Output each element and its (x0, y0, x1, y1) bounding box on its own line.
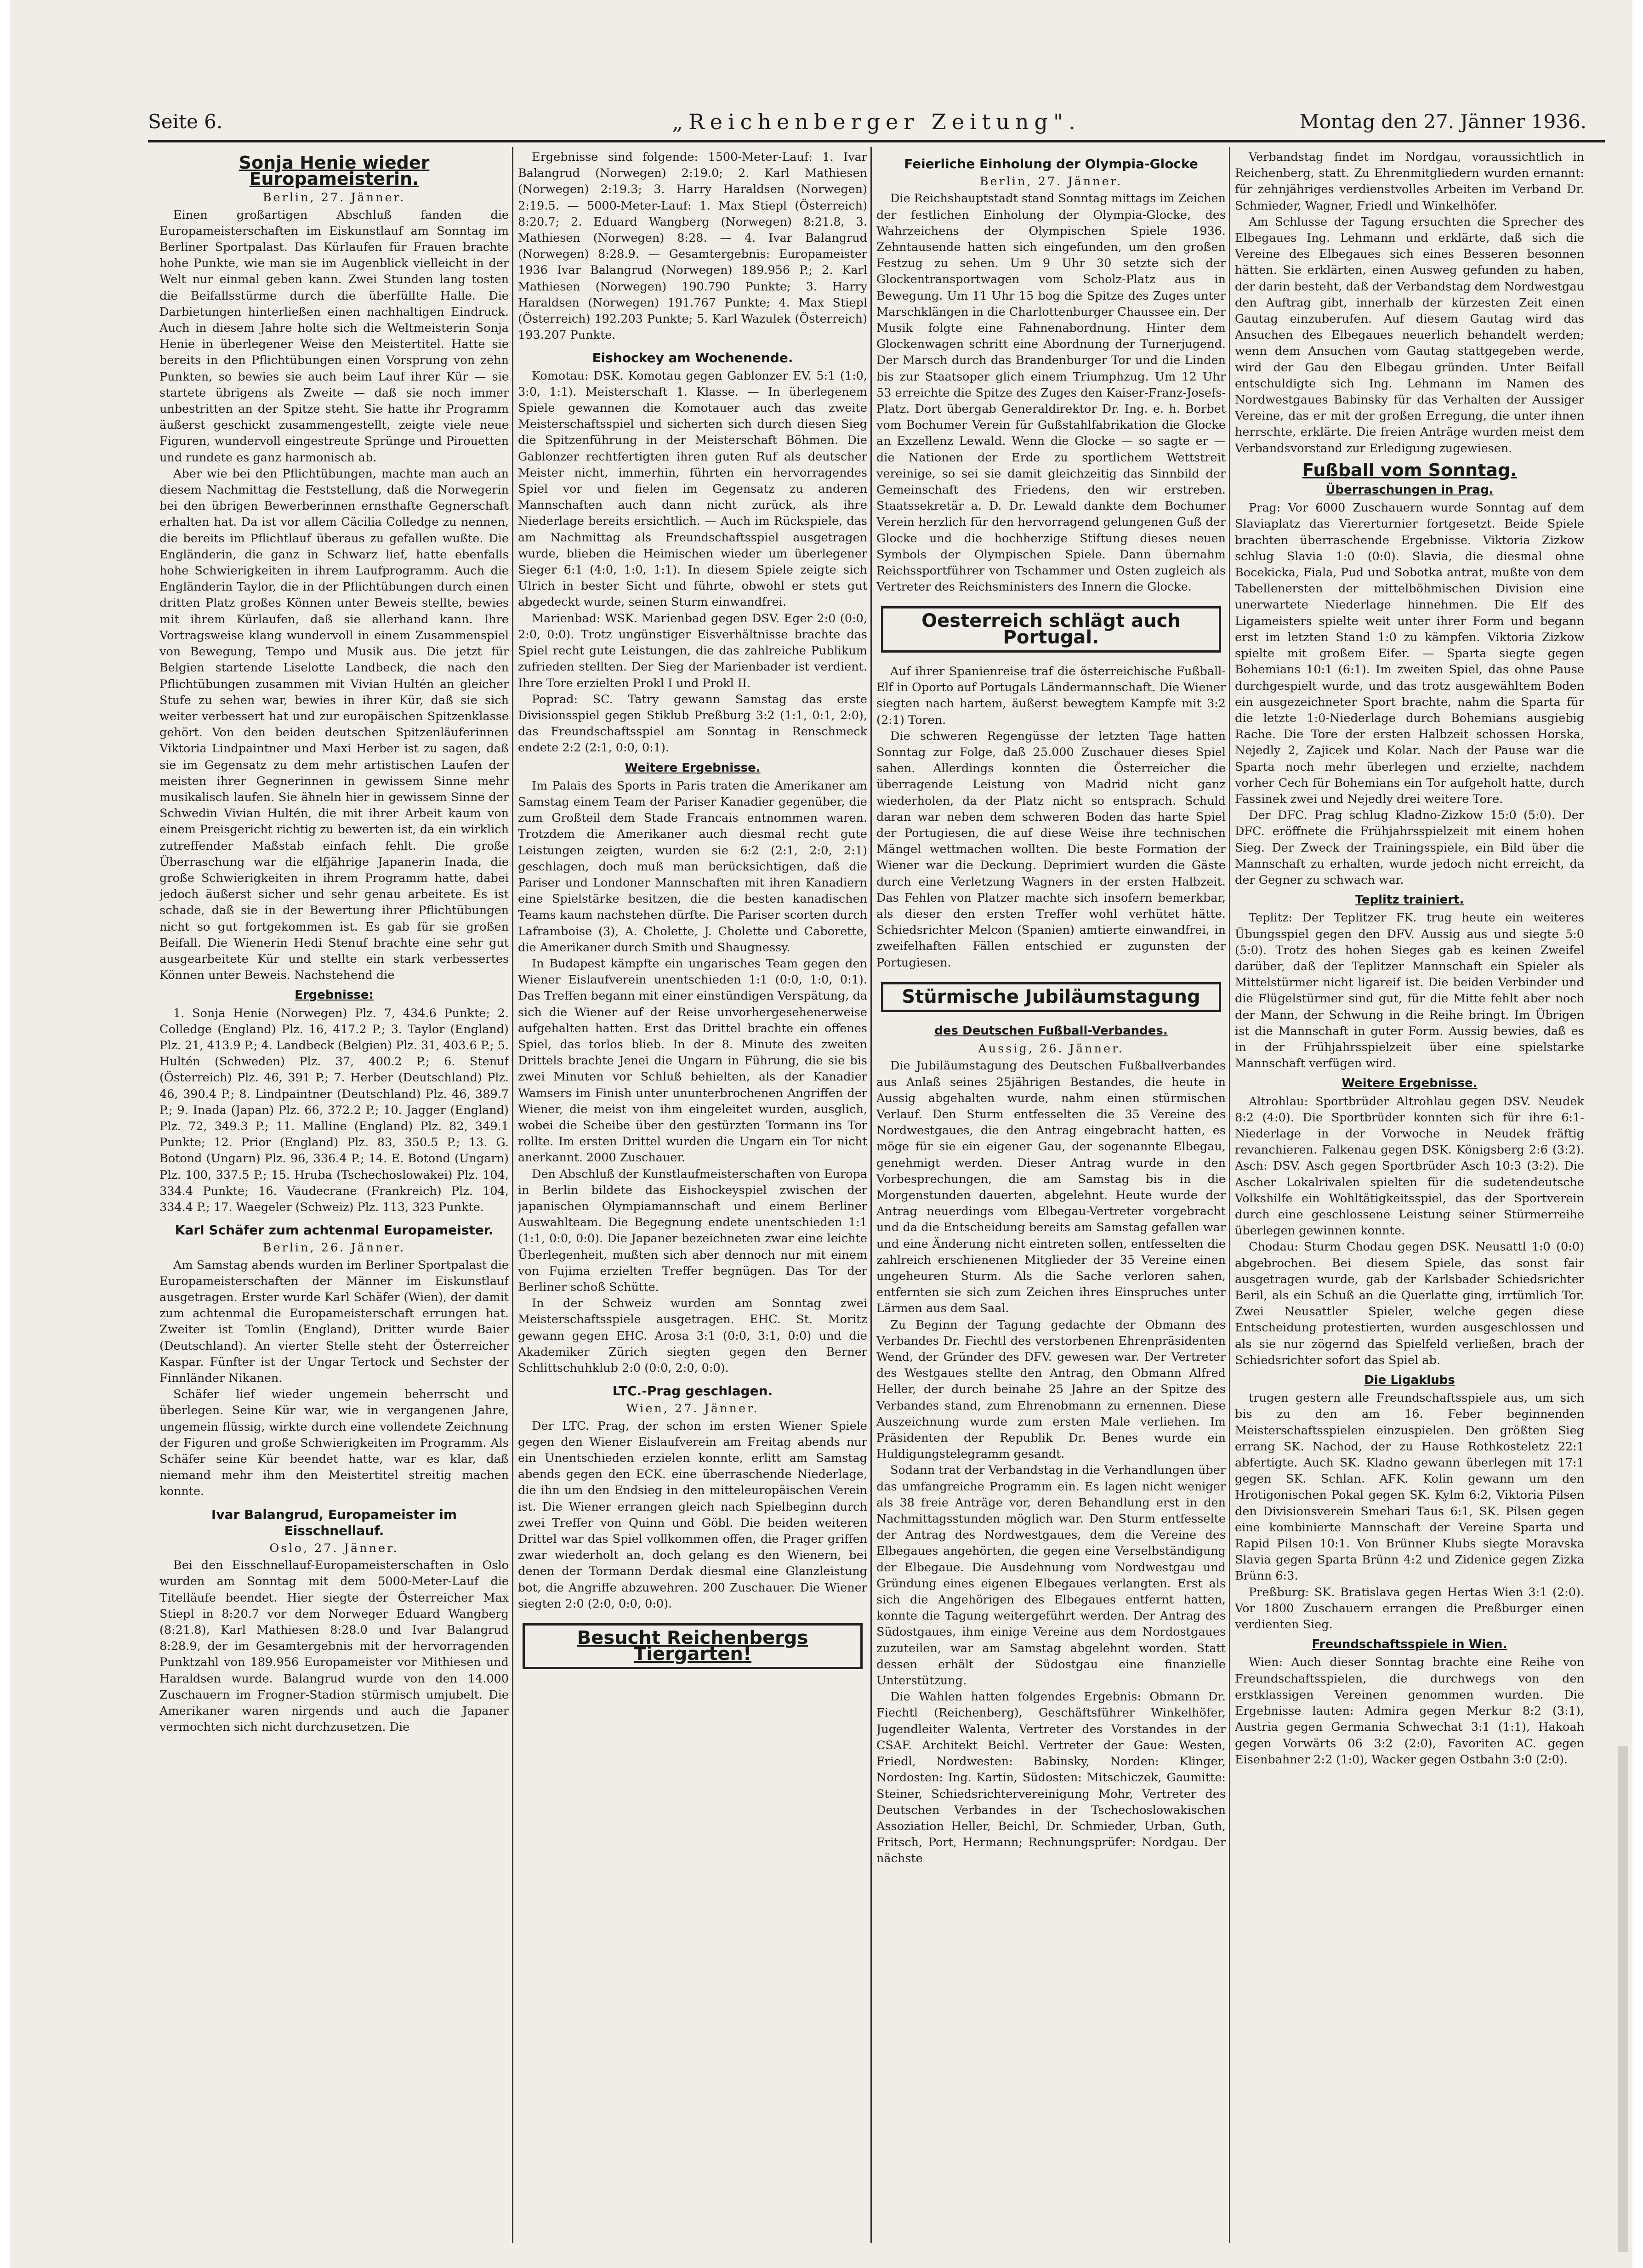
article-headline: Karl Schäfer zum achtenmal Europameister. (175, 1222, 494, 1238)
article-paragraph: Einen großartigen Abschluß fanden die Europameisterschaften im Eiskunstlauf am Sonntag im Berliner Sportpalast. Das Kürlaufen für Frauen brachte hohe Punkte, wie man sie im Augenblick vielleicht in der Welt nur einmal geben kann. Zwei Stunden lang tosten die Beifallsstürme durch die überfüllte Halle. Die Darbietungen hinterließen einen nachhaltigen Eindruck. Auch in diesem Jahre holte sich die Weltmeisterin Sonja Henie in überlegener Weise den Meistertitel. Hatte sie bereits in den Pflichtübungen einen Vorsprung von zehn Punkten, so bewies sie auch beim Lauf ihrer Kür — sie startete übrigens als Zweite — daß sie noch immer unbestritten an der Spitze steht. Sie hatte ihr Programm äußerst geschickt zusammengestellt, zeigte viele neue Figuren, wundervoll eingestreute Sprünge und Pirouetten und rundete es ganz harmonisch ab. (159, 208, 509, 465)
article-paragraph: Verbandstag findet im Nordgau, voraussichtlich in Reichenberg, statt. Zu Ehrenmitgliedern wurden ernannt: für zehnjähriges verdienstvolles Arbeiten im Verband Dr. Schmieder, Wagner, Friedl und Winkelhöfer. (1235, 150, 1584, 213)
article-headline: Fußball vom Sonntag. (1302, 460, 1517, 480)
article-paragraph: In der Schweiz wurden am Sonntag zwei Meisterschaftsspiele ausgetragen. EHC. St. Moritz gewann gegen EHC. Arosa 3:1 (0:0, 3:1, 0:0) und die Akademiker Zürich siegten gegen den Berner Schlittschuhklub 2:0 (0:0, 2:0, 0:0). (518, 1296, 867, 1376)
article-headline: Eishockey am Wochenende. (592, 350, 793, 366)
column-3 (876, 149, 1226, 2236)
dateline: Aussig, 26. Jänner. (978, 1042, 1124, 1056)
issue-date: Montag den 27. Jänner 1936. (1299, 110, 1586, 133)
page-header (148, 101, 1605, 138)
article-headline: Feierliche Einholung der Olympia-Glocke (904, 156, 1198, 171)
article-paragraph: Aber wie bei den Pflichtübungen, machte man auch an diesem Nachmittag die Feststellung, daß die Norwegerin bei den übrigen Bewerberinnen ernsthafte Gegnerschaft erhalten hat. Da ist vor allem Cäcilia Colledge zu nennen, die bereits im Pflichtlauf überaus zu gefallen wußte. Die Engländerin, die ganz in Schwarz lief, hatte ebenfalls hohe Schwierigkeiten in ihrem Laufprogramm. Auch die Engländerin Taylor, die in der Pflichtübungen durch einen dritten Platz großes Können unter Beweis stellte, bewies mit ihrem Kürlaufen, daß sie allerhand kann. Ihre Vortragsweise klang wundervoll in einem Zusammenspiel von Bewegung, Tempo und Musik aus. Die jetzt für Belgien startende Liselotte Landbeck, die nach den Pflichtübungen zusammen mit Vivian Hultén an gleicher Stufe zu sehen war, bewies in ihrer Kür, daß sie sich weiter verbessert hat und zur europäischen Spitzenklasse gehört. Von den beiden deutschen Spitzenläuferinnen Viktoria Lindpaintner und Maxi Herber ist zu sagen, daß sie im Gegensatz zu dem mehr artistischen Laufen der meisten ihrer Gegnerinnen in gewissem Sinne mehr musikalisch laufen. Sie ähneln hier in gewissem Sinne der Schwedin Vivian Hultén, die mit ihrer Arbeit kaum von einem Preisgericht richtig zu bewerten ist, da ein wirklich zutreffender Maßstab einfach fehlt. Die große Überraschung war die elfjährige Japanerin Inada, die große Schwierigkeiten in ihrem Programm hatte, dabei jedoch äußerst sicher und sehr genau arbeitete. Es ist schade, daß sie in der Bewertung ihrer Pflichtübungen nicht so gut fortgekommen ist. Es gab für sie großen Beifall. Die Wienerin Hedi Stenuf brachte eine sehr gut ausgearbeitete Kür und stellte ein stark verbessertes Können unter Beweis. Nachstehend die (159, 466, 509, 983)
article-paragraph: Die Reichshauptstadt stand Sonntag mittags im Zeichen der festlichen Einholung der Olympia-Glocke, des Wahrzeichens der Olympischen Spiele 1936. Zehntausende hatten sich eingefunden, um den großen Festzug zu sehen. Um 9 Uhr 30 setzte sich der Glockentransportwagen vom Scholz-Platz aus in Bewegung. Um 11 Uhr 15 bog die Spitze des Zuges unter Marschklängen in die Charlottenburger Chaussee ein. Der Musik folgte eine Fahnenabordnung. Hinter dem Glockenwagen schritt eine Abordnung der Turnerjugend. Der Marsch durch das Brandenburger Tor und die Linden bis zur Staatsoper glich einem Triumphzug. Um 12 Uhr 53 erreichte die Spitze des Zuges den Kaiser-Franz-Josefs-Platz. Dort übergab Generaldirektor Dr. Ing. e. h. Borbet vom Bochumer Verein für Gußstahlfabrikation die Glocke an Exzellenz Lewald. Wenn die Glocke — so sagte er — die Nationen der Erde zu sportlichem Wettstreit vereinige, so sei sie damit gleichzeitig das Sinnbild der Gemeinschaft des Friedens, den wir erstreben. Staatssekretär a. D. Dr. Lewald dankte dem Bochumer Verein herzlich für den hervorragend gelungenen Guß der Glocke und die hochherzige Stiftung dieses neuen Symbols der Olympischen Spiele. Dann übernahm Reichssportführer von Tschammer und Osten zugleich als Vertreter des Reichsministers des Innern die Glocke. (876, 192, 1226, 594)
dateline: Berlin, 27. Jänner. (979, 175, 1123, 189)
article-paragraph: Poprad: SC. Tatry gewann Samstag das erste Divisionsspiel gegen Stiklub Preßburg 3:2 (1:1, 0:1, 2:0), das Freundschaftsspiel am Sonntag in Renschmeck endete 2:2 (2:1, 0:0, 0:1). (518, 692, 867, 755)
article-headline: Sonja Henie wieder Europameisterin. (239, 153, 430, 189)
page-number: Seite 6. (148, 110, 223, 133)
dateline: Berlin, 26. Jänner. (262, 1241, 406, 1255)
column-divider (870, 147, 872, 2243)
article-paragraph: Der DFC. Prag schlug Kladno-Zizkow 15:0 (5:0). Der DFC. eröffnete die Frühjahrsspielzeit mit einem hohen Sieg. Der Zweck der Trainingsspiele, ein Bild über die Mannschaft zu erhalten, wurde jedoch nicht erreicht, da der Gegner zu schwach war. (1235, 808, 1584, 887)
article-paragraph: Altrohlau: Sportbrüder Altrohlau gegen DSV. Neudek 8:2 (4:0). Die Sportbrüder konnten sich für ihre 6:1-Niederlage in der Vorwoche in Neudek fräftig revanchieren. Falkenau gegen DSK. Königsberg 2:6 (3:2). Asch: DSV. Asch gegen Sportbrüder Asch 10:3 (3:2). Die Ascher Lokalrivalen spielten für die sudetendeutsche Volkshilfe ein Wohltätigkeitsspiel, das der Sportverein durch eine geschlossene Leistung seiner Stürmerreihe überlegen gewinnen konnte. (1235, 1094, 1584, 1238)
column-divider (1229, 147, 1230, 2243)
dateline: Wien, 27. Jänner. (626, 1402, 759, 1416)
article-paragraph: Chodau: Sturm Chodau gegen DSK. Neusattl 1:0 (0:0) abgebrochen. Bei diesem Spiele, das sonst fair ausgetragen wurde, gab der Karlsbader Schiedsrichter Beril, als ein Schuß an die Querlatte ging, irrtümlich Tor. Zwei Neusattler Spieler, welche gegen diese Entscheidung protestierten, wurden ausgeschlossen und als sie nur zögernd das Spielfeld verließen, brach der Schiedsrichter sofort das Spiel ab. (1235, 1240, 1584, 1367)
article-headline: Ivar Balangrud, Europameister im Eisschnellauf. (211, 1506, 457, 1538)
article-paragraph: In Budapest kämpfte ein ungarisches Team gegen den Wiener Eislaufverein unentschieden 1:1 (0:0, 1:0, 0:1). Das Treffen begann mit einer einstündigen Verspätung, da sich die Wiener auf der Reise unvorhergesehenerweise aufgehalten hatten. Erst das Drittel brachte ein offenes Spiel, das torlos blieb. In der 8. Minute des zweiten Drittels brachte Jenei die Ungarn in Führung, die sie bis zwei Minuten vor Schluß behielten, als der Kanadier Wamsers im Finish unter ununterbrochenen Angriffen der Wiener, die meist von ihm eingeleitet wurden, ausglich, wobei die Scheibe über den gestürzten Tormann ins Tor rollte. Im ersten Drittel wurden die Ungarn ein Tor nicht anerkannt. 2000 Zuschauer. (518, 956, 867, 1165)
article-paragraph: trugen gestern alle Freundschaftsspiele aus, um sich bis zu den am 16. Feber beginnenden Meisterschaftsspielen einzuspielen. Den größten Sieg errang SK. Nachod, der zu Hause Rothkosteletz 22:1 abfertigte. Auch SK. Kladno gewann überlegen mit 17:1 gegen SK. Schlan. AFK. Kolin gewann um den Hrotigonischen Pokal gegen SK. Kylm 6:2, Viktoria Pilsen den Divisionsverein Smehari Taus 6:1, SK. Pilsen gegen eine kombinierte Mannschaft der Vereine Sparta und Rapid Pilsen 10:1. Von Brünner Klubs siegte Moravska Slavia gegen Sparta Brünn 4:2 und Zidenice gegen Zizka Brünn 6:3. (1235, 1391, 1584, 1583)
article-paragraph: Marienbad: WSK. Marienbad gegen DSV. Eger 2:0 (0:0, 2:0, 0:0). Trotz ungünstiger Eisverhältnisse brachte das Spiel recht gute Leistungen, die das zahlreiche Publikum zufrieden stellten. Der Sieg der Marienbader ist verdient. Ihre Tore erzielten Prokl I und Prokl II. (518, 611, 867, 690)
section-heading: Freundschaftsspiele in Wien. (1312, 1637, 1507, 1652)
newspaper-page (10, 0, 1632, 2268)
article-paragraph: Die Wahlen hatten folgendes Ergebnis: Obmann Dr. Fiechtl (Reichenberg), Geschäftsführer Winkelhöfer, Jugendleiter Walenta, Vertreter des Vorstandes in der CSAF. Architekt Beichl. Vertreter der Gaue: Westen, Friedl, Nordwesten: Babinsky, Norden: Klinger, Nordosten: Ing. Kartin, Südosten: Mitschiczek, Gaumitte: Steiner, Schiedsrichtervereinigung Mohr, Vertreter des Deutschen Verbandes in der Tschechoslowakischen Assoziation Heller, Beichl, Dr. Schmieder, Urban, Guth, Fritsch, Port, Hermann; Rechnungsprüfer: Nordgau. Der nächste (876, 1690, 1226, 1866)
article-paragraph: Schäfer lief wieder ungemein beherrscht und überlegen. Seine Kür war, wie in vergangenen Jahre, ungemein flüssig, wirkte durch eine vollendete Zeichnung der Figuren und große Schwierigkeiten im Programm. Als Schäfer seine Kür beendet hatte, war es klar, daß niemand mehr ihm den Meistertitel streitig machen konnte. (159, 1387, 509, 1499)
article-paragraph: Den Abschluß der Kunstlaufmeisterschaften von Europa in Berlin bildete das Eishockeyspiel zwischen der japanischen Olympiamannschaft und einem Berliner Auswahlteam. Die Begegnung endete unentschieden 1:1 (1:1, 0:0, 0:0). Die Japaner bezeichneten zwar eine leichte Überlegenheit, mußten sich aber dennoch nur mit einem von Fujima erzielten Treffer begnügen. Das Tor der Berliner schoß Schütte. (518, 1167, 867, 1295)
boxed-headline: Oesterreich schlägt auch Portugal. (881, 606, 1221, 652)
section-heading: Weitere Ergebnisse. (625, 761, 761, 775)
column-1 (159, 149, 509, 2236)
article-paragraph: Sodann trat der Verbandstag in die Verhandlungen über das umfangreiche Programm ein. Es lagen nicht weniger als 38 freie Anträge vor, deren Behandlung erst in den Nachmittagsstunden möglich war. Den Sturm entfesselte der Antrag des Nordwestgaues, dem die Vereine des Elbegaues angehörten, die gegen eine Verselbständigung der Elbegaue. Die Ausdehnung vom Nordwestgau und Gründung eines eigenen Elbegaues verlangten. Erst als sich die Angehörigen des Elbegaues entfernt hatten, konnte die Tagung weitergeführt werden. Der Antrag des Südostgaues, ihm einige Vereine aus dem Nordostgaues zuzuteilen, war am Samstag abgelehnt worden. Statt dessen erhält der Südostgau eine finanzielle Unterstützung. (876, 1463, 1226, 1688)
article-paragraph: Auf ihrer Spanienreise traf die österreichische Fußball-Elf in Oporto auf Portugals Ländermannschaft. Die Wiener siegten nach hartem, äußerst bewegtem Kampfe mit 3:2 (2:1) Toren. (876, 664, 1226, 727)
dateline: Berlin, 27. Jänner. (262, 191, 406, 205)
section-heading: des Deutschen Fußball-Verbandes. (934, 1023, 1168, 1038)
results-paragraph: 1. Sonja Henie (Norwegen) Plz. 7, 434.6 Punkte; 2. Colledge (England) Plz. 16, 417.2 P.; 3. Taylor (England) Plz. 21, 413.9 P.; 4. Landbeck (Belgien) Plz. 31, 403.6 P.; 5. Hultén (Schweden) Plz. 37, 400.2 P.; 6. Stenuf (Österreich) Plz. 46, 391 P.; 7. Herber (Deutschland) Plz. 46, 390.4 P.; 8. Lindpaintner (Deutschland) Plz. 46, 389.7 P.; 9. Inada (Japan) Plz. 66, 372.2 P.; 10. Jagger (England) Plz. 72, 349.3 P.; 11. Malline (England) Plz. 82, 349.1 Punkte; 12. Prior (England) Plz. 83, 350.5 P.; 13. G. Botond (Ungarn) Plz. 96, 336.4 P.; 14. E. Botond (Ungarn) Plz. 100, 337.5 P.; 15. Hruba (Tschechoslowakei) Plz. 104, 334.4 Punkte; 16. Vaudecrane (Frankreich) Plz. 104, 334.4 P.; 17. Waegeler (Schweiz) Plz. 113, 323 Punkte. (159, 1006, 509, 1214)
header-rule (148, 140, 1605, 142)
section-heading: Ergebnisse: (295, 988, 374, 1002)
article-paragraph: Teplitz: Der Teplitzer FK. trug heute ein weiteres Übungsspiel gegen den DFV. Aussig aus und siegte 5:0 (5:0). Trotz des hohen Sieges gab es keinen Zweifel darüber, daß der Teplitzer Mannschaft ein Spieler als Mittelstürmer nicht ligareif ist. Die beiden Verbinder und die Flügelstürmer sind gut, für die Mitte fehlt aber noch der Mann, der Schwung in die Reihe bringt. Im Übrigen ist die Mannschaft in guter Form. Aussig bewies, daß es in der Frühjahrsspielzeit über eine spielstarke Mannschaft verfügen wird. (1235, 911, 1584, 1071)
adjacent-page-edge (1618, 1746, 1628, 2252)
advertisement-box: Besucht Reichenbergs Tiergarten! (523, 1623, 863, 1669)
column-2 (518, 149, 867, 2236)
section-heading: Überraschungen in Prag. (1325, 483, 1494, 497)
article-paragraph: Am Samstag abends wurden im Berliner Sportpalast die Europameisterschaften der Männer im Eiskunstlauf ausgetragen. Erster wurde Karl Schäfer (Wien), der damit zum achtenmal die Europameisterschaft errungen hat. Zweiter ist Tomlin (England), Dritter wurde Baier (Deutschland). An vierter Stelle steht der Österreicher Kaspar. Fünfter ist der Ungar Tertock und Sechster der Finnländer Nikanen. (159, 1258, 509, 1386)
column-4 (1235, 149, 1584, 2236)
article-paragraph: Im Palais des Sports in Paris traten die Amerikaner am Samstag einem Team der Pariser Kanadier gegenüber, die zum Großteil dem Stade Francais entnommen waren. Trotzdem die Amerikaner auch diesmal recht gute Leistungen zeigten, wurden sie 6:2 (2:1, 2:0, 2:1) geschlagen, doch muß man berücksichtigen, daß die Pariser und Londoner Mannschaften mit ihren Kanadiern eine Spielstärke besitzen, die die besten kanadischen Teams kaum nachstehen dürfte. Die Pariser scorten durch Laframboise (3), A. Cholette, J. Cholette und Caborette, die Amerikaner durch Smith und Shaugnessy. (518, 779, 867, 955)
section-heading: Die Ligaklubs (1364, 1373, 1455, 1387)
article-paragraph: Bei den Eisschnellauf-Europameisterschaften in Oslo wurden am Sonntag mit dem 5000-Meter-Lauf die Titelläufe beendet. Hier siegte der Österreicher Max Stiepl in 8:20.7 vor dem Norweger Eduard Wangberg (8:21.8), Karl Mathiesen 8:28.0 und Ivar Balangrud 8:28.9, der im Gesamtergebnis mit der hervorragenden Punktzahl von 189.956 Europameister vor Mithiesen und Haraldsen wurde. Balangrud wurde von den 14.000 Zuschauern im Frogner-Stadion stürmisch umjubelt. Die Amerikaner waren nirgends und auch die Japaner vermochten sich nicht durchzusetzen. Die (159, 1558, 509, 1734)
section-heading: Teplitz trainiert. (1355, 893, 1464, 907)
column-divider (512, 147, 513, 2243)
dateline: Oslo, 27. Jänner. (269, 1541, 399, 1556)
article-paragraph: Zu Beginn der Tagung gedachte der Obmann des Verbandes Dr. Fiechtl des verstorbenen Ehrenpräsidenten Wend, der Gründer des DFV. gewesen war. Der Vertreter des Westgaues stellte den Antrag, den Obmann Alfred Heller, der durch beinahe 25 Jahre an der Spitze des Verbandes stand, zum Ehrenobmann zu ernennen. Diese Auszeichnung wurde zum ersten Male verliehen. Im Präsidenten der Republik Dr. Benes wurde ein Huldigungstelegramm gesandt. (876, 1318, 1226, 1461)
section-heading: Weitere Ergebnisse. (1342, 1076, 1478, 1091)
article-paragraph: Komotau: DSK. Komotau gegen Gablonzer EV. 5:1 (1:0, 3:0, 1:1). Meisterschaft 1. Klasse. — In überlegenem Spiele gewannen die Komotauer auch das zweite Meisterschaftsspiel und sicherten sich durch diesen Sieg die Spitzenführung in der Meisterschaft Böhmen. Die Gablonzer rechtfertigten ihren guten Ruf als deutscher Meister nicht, immerhin, führten ein hervorragendes Spiel vor und fielen im Gegensatz zu anderen Mannschaften auch dann nicht zurück, als ihre Niederlage bereits ersichtlich. — Auch im Rückspiele, das am Nachmittag als Freundschaftsspiel ausgetragen wurde, blieben die Heimischen wieder um überlegener Sieger 6:1 (4:0, 1:0, 1:1). In diesem Spiele zeigte sich Ulrich in bester Sicht und führte, obwohl er stets gut abgedeckt wurde, seinen Sturm einwandfrei. (518, 369, 867, 609)
article-paragraph: Prag: Vor 6000 Zuschauern wurde Sonntag auf dem Slaviaplatz das Viererturnier fortgesetzt. Beide Spiele brachten überraschende Ergebnisse. Viktoria Zizkow schlug Slavia 1:0 (0:0). Slavia, die diesmal ohne Bocekicka, Fiala, Pud und Sobotka antrat, mußte von dem Tabellenersten der mittelböhmischen Division eine unerwartete Niederlage hinnehmen. Die Elf des Ligameisters spielte weit unter ihrer Form und begann erst im letzten Stand 1:0 zu kämpfen. Viktoria Zizkow spielte mit großem Eifer. — Sparta siegte gegen Bohemians 10:1 (6:1). Im zweiten Spiel, das ohne Pause durchgespielt wurde, und das trotz ausgewähltem Boden ein ausgezeichneter Sport brachte, nahm die Sparta für die letzte 1:0-Niederlage durch Bohemians ausgiebig Rache. Die Tore der ersten Halbzeit schossen Horska, Nejedly 2, Zajicek und Kolar. Nach der Pause war die Sparta noch mehr überlegen und erzielte, nachdem vorher Cech für Bohemians ein Tor aufgeholt hatte, durch Fassinek zwei und Nejedly drei weitere Tore. (1235, 501, 1584, 806)
article-headline: LTC.-Prag geschlagen. (612, 1383, 773, 1399)
article-paragraph: Am Schlusse der Tagung ersuchten die Sprecher des Elbegaues Ing. Lehmann und erklärte, daß sich die Vereine des Elbegaues sich eines Besseren besonnen hätten. Sie erklärten, einen Ausweg gefunden zu haben, der darin besteht, daß der Verbandstag dem Nordwestgau den Auftrag gibt, innerhalb der kürzesten Zeit einen Gautag einzuberufen. Auf diesem Gautag wird das Ansuchen des Elbegaues neuerlich behandelt werden; wenn dem Ansuchen vom Gautag stattgegeben werde, wird der Gau den Elbegau gründen. Unter Beifall entschuldigte sich Ing. Lehmann im Namen des Nordwestgaues Babinsky für das Verhalten der Aussiger Vereine, das er mit der großen Erregung, die unter ihnen herrschte, erklärte. Die freien Anträge wurden meist dem Verbandsvorstand zur Erledigung zugewiesen. (1235, 215, 1584, 455)
article-paragraph: Wien: Auch dieser Sonntag brachte eine Reihe von Freundschaftsspielen, die durchwegs von den erstklassigen Vereinen genommen wurden. Die Ergebnisse lauten: Admira gegen Merkur 8:2 (3:1), Austria gegen Germania Schwechat 3:1 (1:1), Hakoah gegen Vorwärts 06 3:2 (2:0), Favoriten AC. gegen Eisenbahner 2:2 (1:0), Wacker gegen Ostbahn 3:0 (2:0). (1235, 1655, 1584, 1767)
article-paragraph: Preßburg: SK. Bratislava gegen Hertas Wien 3:1 (2:0). Vor 1800 Zuschauern errangen die Preßburger einen verdienten Sieg. (1235, 1585, 1584, 1632)
results-paragraph: Ergebnisse sind folgende: 1500-Meter-Lauf: 1. Ivar Balangrud (Norwegen) 2:19.0; 2. Karl Mathiesen (Norwegen) 2:19.3; 3. Harry Haraldsen (Norwegen) 2:19.5. — 5000-Meter-Lauf: 1. Max Stiepl (Österreich) 8:20.7; 2. Eduard Wangberg (Norwegen) 8:21.8, 3. Mathiesen (Norwegen) 8:28. — 4. Ivar Balangrud (Norwegen) 8:28.9. — Gesamtergebnis: Europameister 1936 Ivar Balangrud (Norwegen) 189.956 P.; 2. Karl Mathiesen (Norwegen) 190.790 Punkte; 3. Harry Haraldsen (Norwegen) 191.767 Punkte; 4. Max Stiepl (Österreich) 192.203 Punkte; 5. Karl Wazulek (Österreich) 193.207 Punkte. (518, 150, 867, 342)
article-paragraph: Die schweren Regengüsse der letzten Tage hatten Sonntag zur Folge, daß 25.000 Zuschauer dieses Spiel sahen. Allerdings konnten die Österreicher die überragende Leistung von Madrid nicht ganz wiederholen, da der Platz nicht so entsprach. Schuld daran war neben dem schweren Boden das harte Spiel der Portugiesen, die auf diese Weise ihre technischen Mängel wettmachen wollten. Die beste Formation der Wiener war die Deckung. Deprimiert wurden die Gäste durch eine Verletzung Wagners in der ersten Halbzeit. Das Fehlen von Platzer machte sich insofern bemerkbar, als dieser den ersten Treffer wohl verhütet hätte. Schiedsrichter Melcon (Spanien) amtierte einwandfrei, in zweifelhaften Fällen entschied er zugunsten der Portugiesen. (876, 729, 1226, 970)
article-paragraph: Die Jubiläumstagung des Deutschen Fußballverbandes aus Anlaß seines 25jährigen Bestandes, die heute in Aussig abgehalten wurde, nahm einen stürmischen Verlauf. Den Sturm entfesselten die 35 Vereine des Nordwestgaues, die den Antrag eingebracht hatten, es möge für sie ein eigener Gau, der sogenannte Elbegau, genehmigt werden. Dieser Antrag wurde in den Vorbesprechungen, die am Samstag bis in die Morgenstunden dauerten, abgelehnt. Heute wurde der Antrag neuerdings vom Elbegau-Vertreter vorgebracht und da die Entscheidung bereits am Samstag gefallen war und eine Änderung nicht eintreten sollen, entfesselten die zahlreich erschienenen Mitglieder der 35 Vereine einen ungeheuren Sturm. Als die Sache verloren sahen, entfernten sie sich zum Zeichen ihres Einspruches unter Lärmen aus dem Saal. (876, 1059, 1226, 1316)
article-paragraph: Der LTC. Prag, der schon im ersten Wiener Spiele gegen den Wiener Eislaufverein am Freitag abends nur ein Unentschieden erzielen konnte, erlitt am Samstag abends gegen den ECK. eine überraschende Niederlage, die ihn um den Endsieg in den mitteleuropäischen Verein ist. Die Wiener errangen gleich nach Spielbeginn durch zwei Treffer von Quinn und Göbl. Die beiden weiteren Drittel war das Spiel vollkommen offen, die Prager griffen zwar wiederholt an, doch gelang es den Wienern, bei denen der Tormann Derdak diesmal eine Glanzleistung bot, die Angriffe abzuwehren. 200 Zuschauer. Die Wiener siegten 2:0 (2:0, 0:0, 0:0). (518, 1419, 867, 1611)
newspaper-title: „Reichenberger Zeitung". (672, 109, 1081, 134)
boxed-headline: Stürmische Jubiläumstagung (881, 982, 1221, 1012)
